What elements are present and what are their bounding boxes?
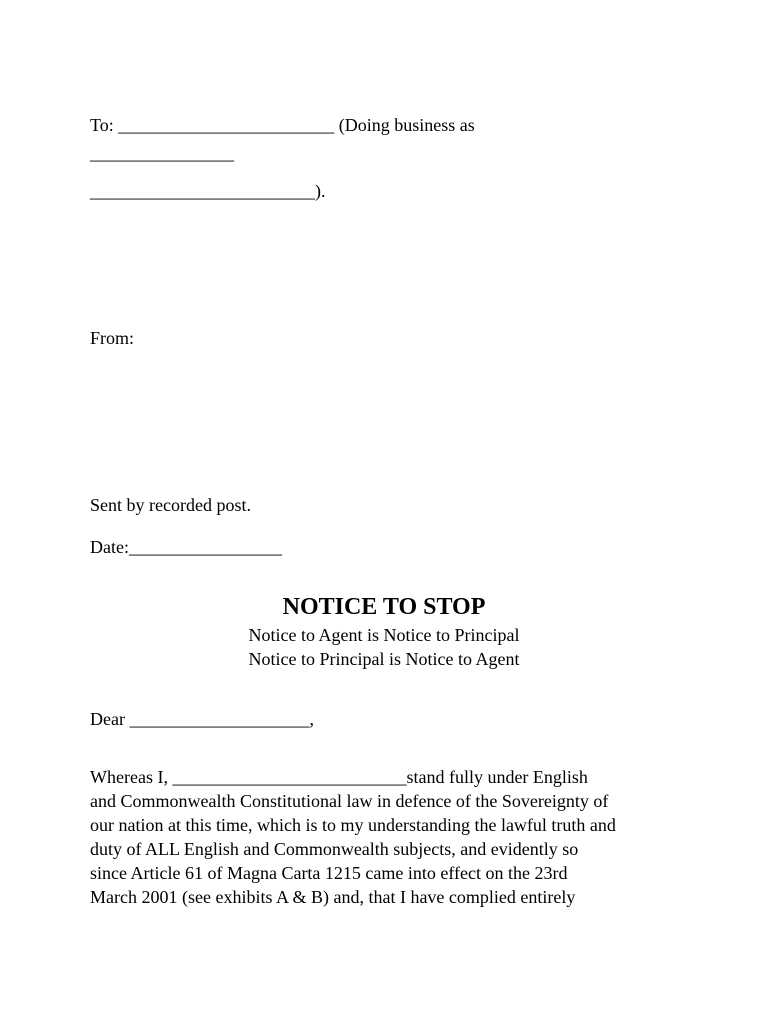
dba-line-1: ________________ xyxy=(90,143,234,163)
body-line: since Article 61 of Magna Carta 1215 came into effect on the 23rd xyxy=(90,863,568,883)
body-line: and Commonwealth Constitutional law in defence of the Sovereignty of xyxy=(90,791,609,811)
sent-by-line: Sent by recorded post. xyxy=(90,495,251,515)
body-line: March 2001 (see exhibits A & B) and, that I have complied entirely xyxy=(90,887,576,907)
notice-title: NOTICE TO STOP xyxy=(282,594,486,620)
body-paragraph xyxy=(90,765,690,909)
to-address-line: To: ________________________ (Doing business as xyxy=(90,115,475,135)
date-line: Date:_________________ xyxy=(90,537,282,557)
salutation: Dear ____________________, xyxy=(90,709,314,729)
from-label: From: xyxy=(90,328,135,348)
notice-subtitle-1: Notice to Agent is Notice to Principal xyxy=(248,625,520,645)
notice-subtitle-2: Notice to Principal is Notice to Agent xyxy=(248,649,520,669)
body-line: Whereas I, __________________________stand fully under English xyxy=(90,767,588,787)
body-line: duty of ALL English and Commonwealth subjects, and evidently so xyxy=(90,839,579,859)
dba-line-2: _________________________). xyxy=(90,181,326,201)
body-line: our nation at this time, which is to my understanding the lawful truth and xyxy=(90,815,616,835)
